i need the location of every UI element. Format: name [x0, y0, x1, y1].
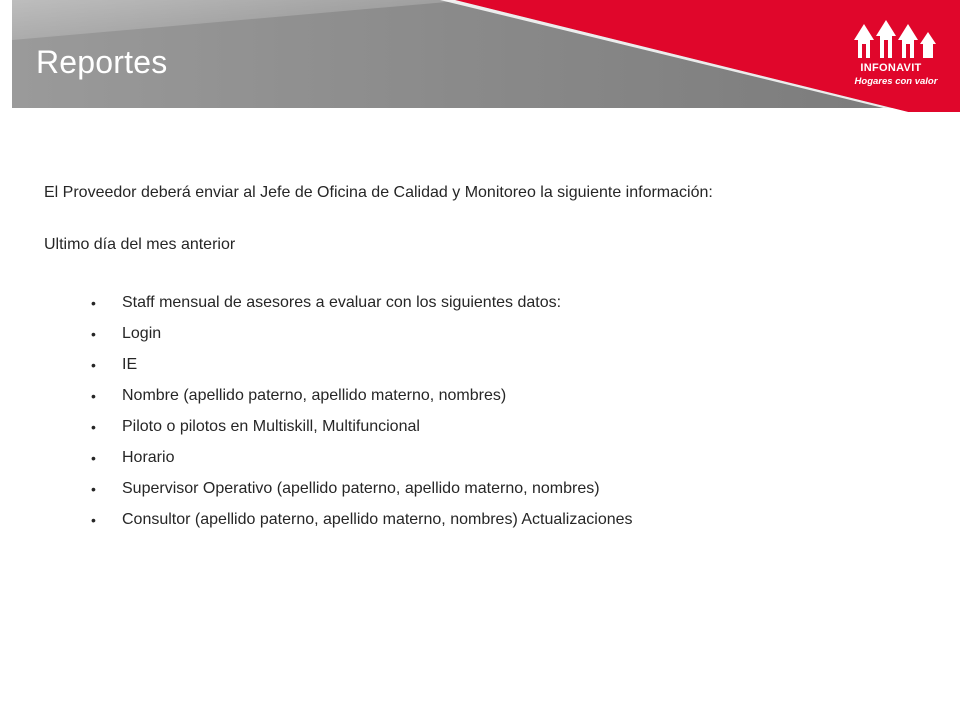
page-title: Reportes [36, 44, 168, 80]
bullet-text: Consultor (apellido paterno, apellido materno, nombres) Actualizaciones [122, 511, 633, 528]
bullet-icon: • [91, 419, 96, 435]
bullet-text: Staff mensual de asesores a evaluar con los siguientes datos: [122, 294, 562, 311]
bullet-text: Horario [122, 449, 175, 466]
bullet-icon: • [91, 450, 96, 466]
infonavit-logo [840, 14, 950, 92]
list-item [44, 385, 924, 416]
list-item [44, 509, 924, 540]
intro-paragraph: El Proveedor deberá enviar al Jefe de Oficina de Calidad y Monitoreo la siguiente información: [44, 184, 713, 201]
list-item [44, 323, 924, 354]
bullet-text: IE [122, 356, 138, 373]
bullet-icon: • [91, 481, 96, 497]
bullet-icon: • [91, 388, 96, 404]
bullet-icon: • [91, 512, 96, 528]
logo-tagline: Hogares con valor [854, 76, 938, 87]
bullet-icon: • [91, 326, 96, 342]
bullet-icon: • [91, 295, 96, 311]
logo-brand: INFONAVIT [860, 62, 922, 74]
list-item [44, 447, 924, 478]
date-paragraph: Ultimo día del mes anterior [44, 236, 236, 253]
list-item [44, 416, 924, 447]
bullet-text: Nombre (apellido paterno, apellido materno, nombres) [122, 387, 507, 404]
list-item [44, 354, 924, 385]
slide-body [44, 182, 924, 540]
header-banner [0, 0, 960, 112]
bullet-icon: • [91, 357, 96, 373]
bullet-list [44, 292, 924, 540]
bullet-text: Piloto o pilotos en Multiskill, Multifuncional [122, 418, 420, 435]
list-item [44, 478, 924, 509]
list-item [44, 292, 924, 323]
bullet-text: Supervisor Operativo (apellido paterno, apellido materno, nombres) [122, 480, 600, 497]
logo-houses-icon [840, 14, 950, 64]
bullet-text: Login [122, 325, 162, 342]
